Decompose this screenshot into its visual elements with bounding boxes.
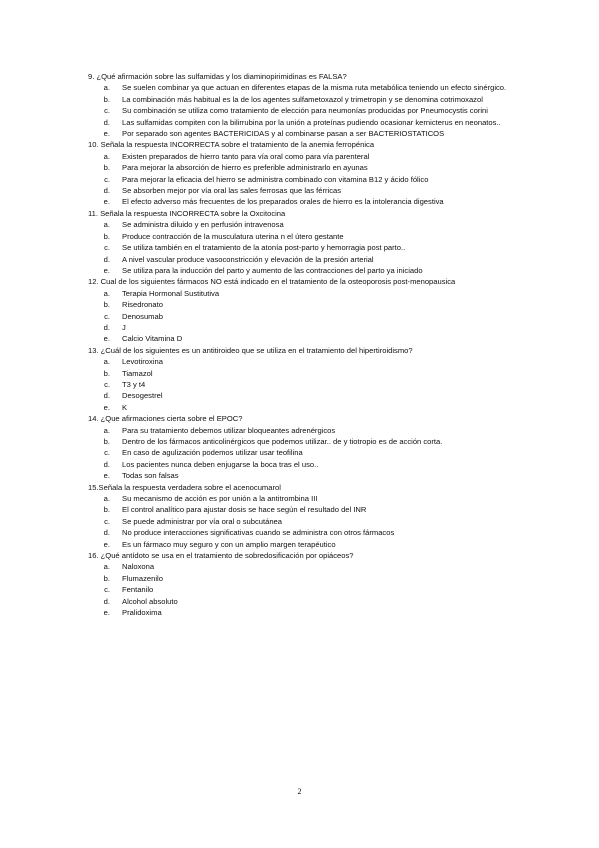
answer-option <box>88 527 518 538</box>
option-text: El efecto adverso más frecuentes de los preparados orales de hierro es la intolerancia digestiva <box>122 197 444 207</box>
answer-option <box>88 196 518 207</box>
option-letter: d. <box>103 322 110 332</box>
option-text: Terapia Hormonal Sustitutiva <box>122 288 220 298</box>
option-text: Alcohol absoluto <box>122 596 178 606</box>
option-letter: c. <box>104 106 110 116</box>
answer-option <box>88 493 518 504</box>
answer-option <box>88 299 518 310</box>
option-text: Se suelen combinar ya que actuan en diferentes etapas de la misma ruta metabólica teniendo un efecto sinérgico. <box>122 83 507 93</box>
answer-option <box>88 174 518 185</box>
question-block <box>88 208 518 276</box>
question-title: 12. Cual de los siguientes fármacos NO está indicado en el tratamiento de la osteoporosis post-menopausica <box>88 277 456 287</box>
option-letter: c. <box>104 243 110 253</box>
option-text: Para mejorar la absorción de hierro es preferible administrarlo en ayunas <box>122 163 368 173</box>
question-block <box>88 413 518 481</box>
option-text: Pralidoxima <box>122 608 162 618</box>
option-letter: d. <box>103 528 110 538</box>
option-text: Tiamazol <box>122 368 153 378</box>
option-letter: a. <box>103 288 110 298</box>
answer-option <box>88 402 518 413</box>
option-text: Existen preparados de hierro tanto para vía oral como para vía parenteral <box>122 151 370 161</box>
answer-option <box>88 447 518 458</box>
option-letter: e. <box>103 539 110 549</box>
answer-option <box>88 105 518 116</box>
question-title: 11. Señala la respuesta INCORRECTA sobre la Oxcitocina <box>88 208 286 218</box>
option-letter: a. <box>103 357 110 367</box>
option-text: Los pacientes nunca deben enjugarse la boca tras el uso.. <box>122 459 319 469</box>
option-text: T3 y t4 <box>122 379 146 389</box>
option-text: Se utiliza también en el tratamiento de la atonía post-parto y hemorragia post parto.. <box>122 243 406 253</box>
option-letter: b. <box>103 505 110 515</box>
answer-option <box>88 254 518 265</box>
option-letter: c. <box>104 585 110 595</box>
option-letter: b. <box>103 163 110 173</box>
question-title: 16. ¿Qué antídoto se usa en el tratamiento de sobredosificación por opiáceos? <box>88 551 354 561</box>
option-letter: c. <box>104 311 110 321</box>
option-text: Produce contracción de la musculatura uterina n el útero gestante <box>122 231 344 241</box>
option-letter: e. <box>103 608 110 618</box>
question-list <box>88 71 518 619</box>
answer-option <box>88 162 518 173</box>
option-text: Se puede administrar por vía oral o subcutánea <box>122 516 282 526</box>
option-letter: e. <box>103 402 110 412</box>
question-title: 13. ¿Cuál de los siguientes es un antitiroideo que se utiliza en el tratamiento del hipertiroidismo? <box>88 345 413 355</box>
option-text: La combinación más habitual es la de los agentes sulfametoxazol y trimetropin y se denomina cotrimoxazol <box>122 94 483 104</box>
option-letter: a. <box>103 562 110 572</box>
option-letter: b. <box>103 94 110 104</box>
option-text: Se utiliza para la inducción del parto y aumento de las contracciones del parto ya iniciado <box>122 265 423 275</box>
answer-option <box>88 128 518 139</box>
option-text: K <box>122 402 128 412</box>
answer-option <box>88 288 518 299</box>
option-text: Todas son falsas <box>122 471 179 481</box>
option-text: Fentanilo <box>122 585 154 595</box>
option-text: Flumazenilo <box>122 573 163 583</box>
question-block <box>88 71 518 139</box>
answer-option <box>88 185 518 196</box>
question-block <box>88 550 518 618</box>
option-text: Desogestrel <box>122 391 163 401</box>
question-title: 14. ¿Que afirmaciones cierta sobre el EPOC? <box>88 414 243 424</box>
option-text: Calcio Vitamina D <box>122 334 183 344</box>
answer-option <box>88 356 518 367</box>
option-text: Levotiroxina <box>122 357 163 367</box>
answer-option <box>88 607 518 618</box>
option-letter: e. <box>103 471 110 481</box>
option-text: A nivel vascular produce vasoconstricción y elevación de la presión arterial <box>122 254 374 264</box>
option-letter: d. <box>103 186 110 196</box>
answer-option <box>88 561 518 572</box>
answer-option <box>88 151 518 162</box>
option-letter: b. <box>103 573 110 583</box>
option-text: Naloxona <box>122 562 155 572</box>
option-letter: e. <box>103 265 110 275</box>
answer-option <box>88 584 518 595</box>
option-letter: b. <box>103 368 110 378</box>
answer-option <box>88 242 518 253</box>
option-letter: e. <box>103 197 110 207</box>
option-text: Se administra diluido y en perfusión intravenosa <box>122 220 284 230</box>
page-number: 2 <box>297 787 302 796</box>
answer-option <box>88 504 518 515</box>
option-letter: d. <box>103 254 110 264</box>
option-text: J <box>122 322 126 332</box>
answer-option <box>88 470 518 481</box>
option-letter: a. <box>103 220 110 230</box>
answer-option <box>88 94 518 105</box>
answer-option <box>88 322 518 333</box>
option-letter: b. <box>103 437 110 446</box>
option-text: El control analítico para ajustar dosis se hace según el resultado del INR <box>122 505 367 515</box>
question-block <box>88 482 518 550</box>
option-letter: e. <box>103 129 110 139</box>
option-text: Para su tratamiento debemos utilizar bloqueantes adrenérgicos <box>122 425 336 435</box>
question-title: 10. Señala la respuesta INCORRECTA sobre el tratamiento de la anemia ferropénica <box>88 140 375 150</box>
answer-option <box>88 231 518 242</box>
option-letter: d. <box>103 391 110 401</box>
option-letter: a. <box>103 83 110 93</box>
option-letter: c. <box>104 379 110 389</box>
option-text: Por separado son agentes BACTERICIDAS y al combinarse pasan a ser BACTERIOSTATICOS <box>122 129 445 139</box>
option-letter: e. <box>103 334 110 344</box>
answer-option <box>88 425 518 436</box>
answer-option <box>88 333 518 344</box>
option-letter: d. <box>103 596 110 606</box>
option-text: No produce interacciones significativas cuando se administra con otros fármacos <box>122 528 395 538</box>
option-text: Para mejorar la eficacia del hierro se administra combinado con vitamina B12 y ácido fólico <box>122 174 429 184</box>
option-letter: c. <box>104 174 110 184</box>
option-letter: c. <box>104 448 110 458</box>
option-text: Dentro de los fármacos anticolinérgicos que podemos utilizar.. de y tiotropio es de acción corta. <box>122 437 443 446</box>
option-text: Risedronato <box>122 300 163 310</box>
question-title: 15.Señala la respuesta verdadera sobre el acenocumarol <box>88 482 281 492</box>
option-letter: d. <box>103 117 110 127</box>
option-text: Es un fármaco muy seguro y con un amplio margen terapéutico <box>122 539 336 549</box>
answer-option <box>88 596 518 607</box>
option-letter: a. <box>103 425 110 435</box>
answer-option <box>88 516 518 527</box>
answer-option <box>88 573 518 584</box>
option-text: En caso de agulización podemos utilizar usar teofilina <box>122 448 303 458</box>
answer-option <box>88 390 518 401</box>
option-text: Su combinación se utiliza como tratamiento de elección para neumonías producidas por Pneumocystis corini <box>122 106 488 116</box>
question-block <box>88 345 518 413</box>
option-text: Su mecanismo de acción es por unión a la antitrombina III <box>122 494 318 504</box>
option-letter: b. <box>103 231 110 241</box>
answer-option <box>88 368 518 379</box>
answer-option <box>88 539 518 550</box>
answer-option <box>88 311 518 322</box>
answer-option <box>88 265 518 276</box>
option-letter: b. <box>103 300 110 310</box>
option-letter: a. <box>103 494 110 504</box>
option-text: Se absorben mejor por vía oral las sales ferrosas que las férricas <box>122 186 342 196</box>
answer-option <box>88 219 518 230</box>
option-letter: c. <box>104 516 110 526</box>
answer-option <box>88 436 518 447</box>
option-text: Denosumab <box>122 311 163 321</box>
question-block <box>88 139 518 207</box>
answer-option <box>88 379 518 390</box>
option-letter: a. <box>103 151 110 161</box>
answer-option <box>88 117 518 128</box>
option-text: Las sulfamidas compiten con la bilirrubina por la unión a proteínas pudiendo ocasionar kernicterus en neonatos.. <box>122 117 501 127</box>
question-title: 9. ¿Qué afirmación sobre las sulfamidas y los diaminopirimidinas es FALSA? <box>88 72 347 81</box>
answer-option <box>88 459 518 470</box>
option-letter: d. <box>103 459 110 469</box>
question-block <box>88 276 518 344</box>
answer-option <box>88 82 518 93</box>
